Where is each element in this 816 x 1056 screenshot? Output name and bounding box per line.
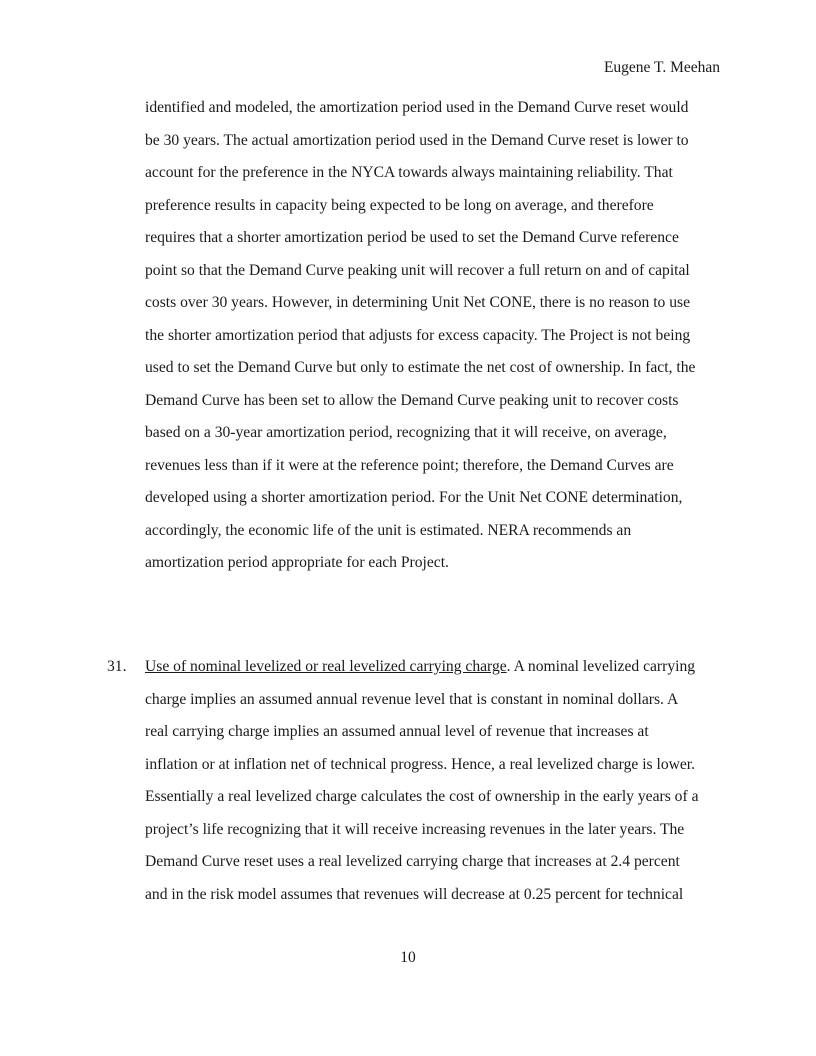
text-line: real carrying charge implies an assumed annual level of revenue that increases at xyxy=(145,723,649,740)
text-line: the shorter amortization period that adjusts for excess capacity. The Project is not being xyxy=(145,326,691,344)
text-line: charge implies an assumed annual revenue level that is constant in nominal dollars. A xyxy=(145,690,679,708)
text-line: and in the risk model assumes that revenues will decrease at 0.25 percent for technical xyxy=(145,885,684,903)
text-line: costs over 30 years. However, in determining Unit Net CONE, there is no reason to use xyxy=(145,294,691,311)
text-line: accordingly, the economic life of the unit is estimated. NERA recommends an xyxy=(145,521,632,539)
text-line: used to set the Demand Curve but only to estimate the net cost of ownership. In fact, the xyxy=(145,359,696,376)
text-line: inflation or at inflation net of technical progress. Hence, a real levelized charge is lower. xyxy=(145,755,696,773)
text-line: project’s life recognizing that it will receive increasing revenues in the later years. The xyxy=(145,820,685,838)
page-number: 10 xyxy=(400,949,416,966)
text-line: based on a 30-year amortization period, recognizing that it will receive, on average, xyxy=(145,424,667,441)
text-line: Demand Curve has been set to allow the Demand Curve peaking unit to recover costs xyxy=(145,391,679,409)
paragraph-first-line xyxy=(145,651,735,684)
text-fragment: . A nominal levelized carrying xyxy=(506,658,696,675)
text-line: preference results in capacity being expected to be long on average, and therefore xyxy=(145,196,654,214)
paragraph-31 xyxy=(145,651,735,911)
paragraph-continued xyxy=(145,92,735,580)
text-line: be 30 years. The actual amortization period used in the Demand Curve reset is lower to xyxy=(145,131,689,149)
text-line: point so that the Demand Curve peaking unit will recover a full return on and of capital xyxy=(145,261,690,279)
text-line: amortization period appropriate for each Project. xyxy=(145,554,449,571)
text-line: Demand Curve reset uses a real levelized carrying charge that increases at 2.4 percent xyxy=(145,853,680,870)
running-header-author: Eugene T. Meehan xyxy=(603,59,720,76)
text-line: requires that a shorter amortization period be used to set the Demand Curve reference xyxy=(145,229,679,246)
paragraph-heading: Use of nominal levelized or real levelized carrying charge xyxy=(145,658,507,675)
text-line: revenues less than if it were at the reference point; therefore, the Demand Curves are xyxy=(145,456,674,474)
text-line: Essentially a real levelized charge calculates the cost of ownership in the early years of a xyxy=(145,788,699,805)
text-line: identified and modeled, the amortization period used in the Demand Curve reset would xyxy=(145,99,689,116)
text-line: developed using a shorter amortization period. For the Unit Net CONE determination, xyxy=(145,489,683,506)
paragraph-number: 31. xyxy=(107,658,127,675)
text-line: account for the preference in the NYCA towards always maintaining reliability. That xyxy=(145,164,673,181)
